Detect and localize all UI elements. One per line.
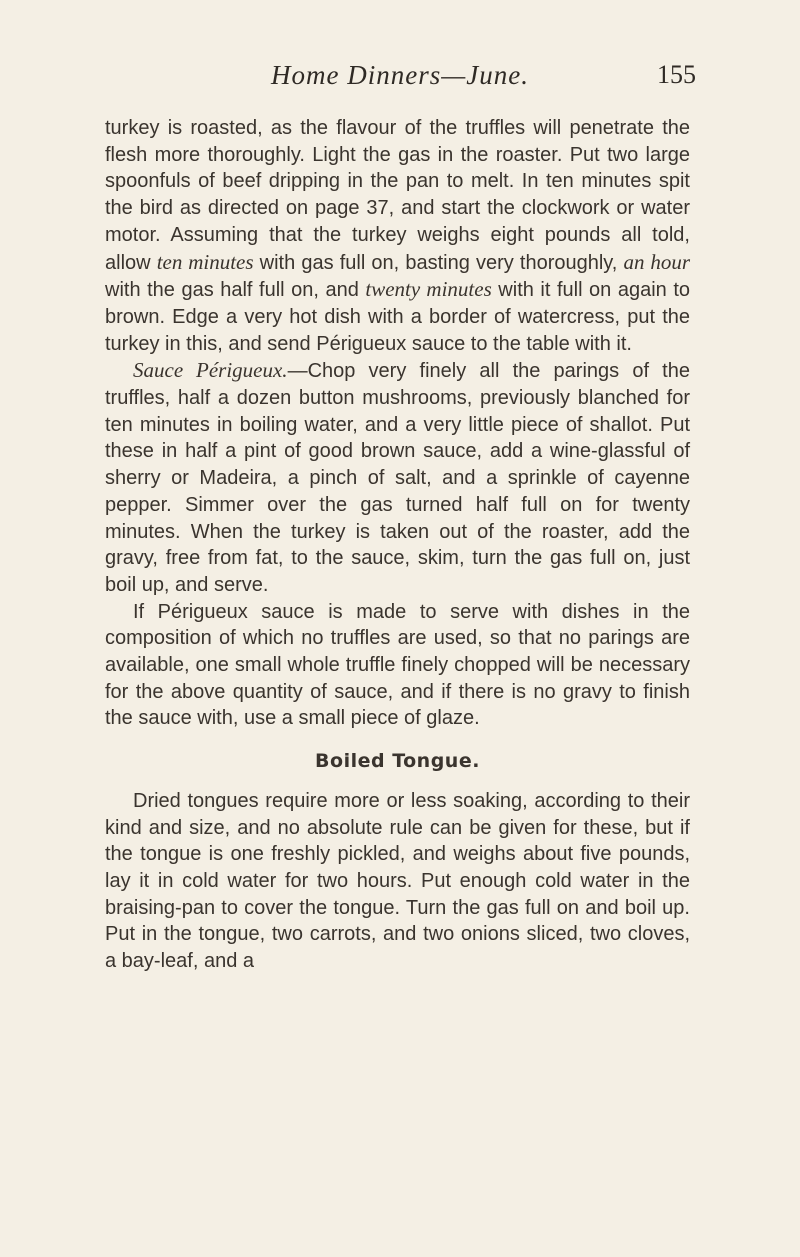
page-number: 155: [657, 60, 696, 89]
emphasis-ten-minutes: ten minutes: [156, 249, 254, 274]
emphasis-twenty-minutes: twenty minutes: [365, 277, 492, 302]
running-title: Home Dinners—June.: [271, 60, 529, 90]
subheading-sauce-perigueux: Sauce Périgueux.: [133, 358, 288, 383]
paragraph-perigueux-note: If Périgueux sauce is made to serve with dishes in the composition of which no truffles are used, so that no parings are available, one small whole truffle finely chopped will be necessary for the above quantity of sauce, and if there is no gravy to finish the sauce with, use a small piece of glaze.: [105, 600, 690, 730]
page-body: [105, 115, 690, 975]
emphasis-an-hour: an hour: [623, 249, 690, 274]
paragraph-turkey-roasting: turkey is roasted, as the flavour of the truffles will penetrate the flesh more thoroughly. Light the gas in the roaster. Put two large spoonfuls of beef dripping in the pan to melt. In ten minutes spit the bird as directed on page 37, and start the clockwork or water motor. Assuming that the turkey weighs eight pounds all told, allow ten minutes with gas full on, basting very thoroughly, an hour with the gas half full on, and twenty minutes with it full on again to brown. Edge a very hot dish with a border of watercress, put the turkey in this, and send Périgueux sauce to the table with it.: [105, 117, 690, 355]
section-heading-boiled-tongue: Boiled Tongue.: [315, 750, 480, 773]
paragraph-boiled-tongue: Dried tongues require more or less soaking, according to their kind and size, and no absolute rule can be given for these, but if the tongue is one freshly pickled, and weighs about five pounds, lay it in cold water for two hours. Put enough cold water in the braising-pan to cover the tongue. Turn the gas full on and boil up. Put in the tongue, two carrots, and two onions sliced, two cloves, a bay-leaf, and a: [105, 789, 690, 973]
paragraph-sauce-perigueux: Sauce Périgueux.—Chop very finely all the parings of the truffles, half a dozen button mushrooms, previously blanched for ten minutes in boiling water, and a very little piece of shallot. Put these in half a pint of good brown sauce, add a wine-glassful of sherry or Madeira, a pinch of salt, and a sprinkle of cayenne pepper. Simmer over the gas turned half full on for twenty minutes. When the turkey is taken out of the roaster, add the gravy, free from fat, to the sauce, skim, turn the gas full on, just boil up, and serve.: [105, 358, 690, 596]
page-header: [0, 52, 800, 92]
